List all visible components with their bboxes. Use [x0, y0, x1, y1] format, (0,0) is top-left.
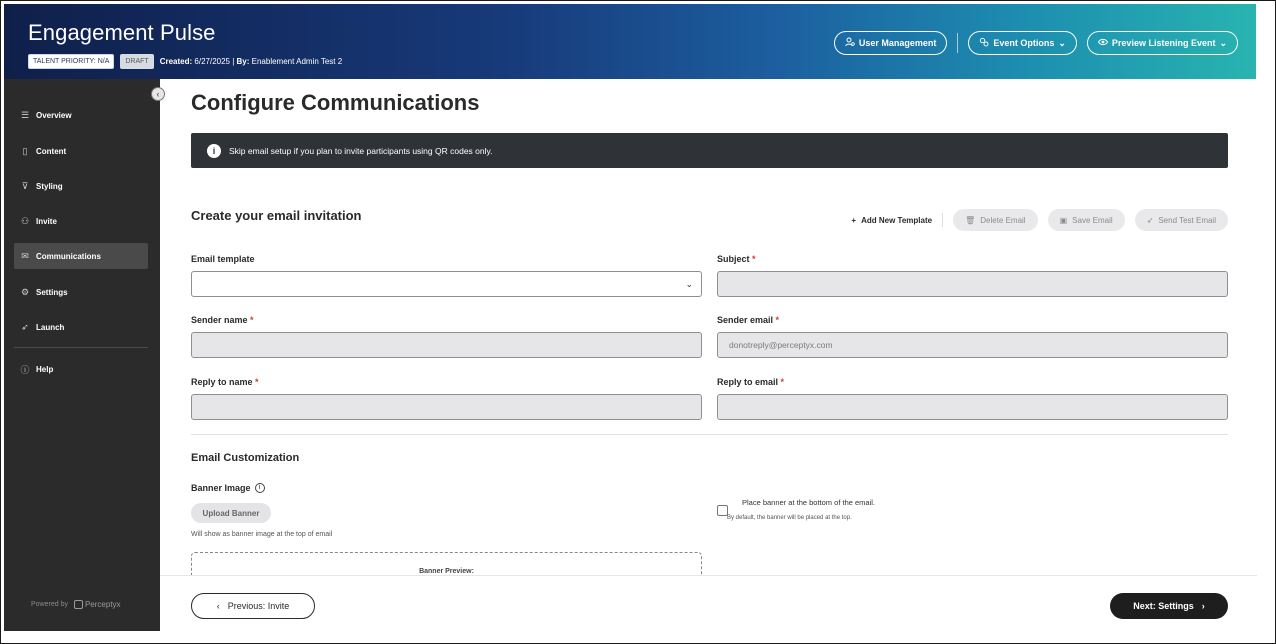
info-icon: ⓘ [20, 364, 30, 375]
send-test-email-label: Send Test Email [1158, 215, 1216, 225]
sender-email-label-text: Sender email [717, 315, 774, 325]
previous-button-label: Previous: Invite [227, 601, 290, 611]
reply-to-email-label-text: Reply to email [717, 377, 779, 387]
gear-icon: ⚙ [20, 286, 30, 297]
sidebar-item-label: Overview [36, 110, 72, 120]
required-mark: * [775, 315, 780, 325]
banner-preview-label: Banner Preview: [419, 568, 474, 575]
trash-icon: 🗑︎ [965, 215, 976, 225]
banner-image-label-text: Banner Image [191, 483, 251, 493]
event-options-button[interactable] [968, 31, 1077, 55]
required-mark: * [752, 254, 756, 264]
chevron-left-icon: ‹ [216, 601, 220, 611]
info-banner-text: Skip email setup if you plan to invite participants using QR codes only. [229, 145, 493, 156]
next-button[interactable] [1110, 593, 1228, 619]
banner-image-label [191, 483, 265, 493]
perceptyx-logo-icon [74, 600, 83, 609]
created-label: Created: [159, 57, 193, 66]
header-actions [834, 31, 1238, 55]
sidebar-item-content[interactable] [14, 138, 148, 164]
previous-button[interactable] [191, 593, 315, 619]
sender-name-label [191, 315, 254, 325]
sidebar-item-settings[interactable] [14, 279, 148, 305]
event-meta [28, 54, 342, 69]
reply-to-name-label-text: Reply to name [191, 377, 253, 387]
sidebar-item-overview[interactable] [14, 102, 148, 128]
upload-banner-button[interactable]: Upload Banner [191, 503, 271, 523]
sidebar-item-invite[interactable] [14, 208, 148, 234]
send-icon: ➶ [1146, 215, 1154, 225]
footer-bar [160, 575, 1257, 631]
info-icon[interactable]: i [255, 483, 265, 493]
section-title: Create your email invitation [191, 208, 362, 223]
required-mark: * [780, 377, 785, 387]
email-template-label-text: Email template [191, 254, 255, 264]
email-template-label [191, 254, 255, 264]
delete-email-button[interactable] [953, 209, 1038, 231]
subject-input[interactable] [717, 271, 1228, 297]
paint-icon: ⊽ [21, 180, 29, 191]
brand-logo [74, 600, 121, 609]
preview-event-label: Preview Listening Event [1111, 38, 1216, 48]
sidebar-item-label: Launch [36, 322, 65, 332]
user-gear-icon [845, 37, 855, 49]
chevron-right-icon: › [1201, 601, 1205, 611]
upload-hint: Will show as banner image at the top of email [191, 531, 333, 538]
page-icon: ▯ [22, 145, 28, 156]
top-header [4, 4, 1256, 79]
sidebar-item-communications[interactable] [14, 243, 148, 269]
add-template-button[interactable] [851, 216, 932, 225]
reply-to-name-input[interactable] [191, 394, 702, 420]
main-content [160, 79, 1257, 575]
brand-name: Perceptyx [84, 600, 121, 609]
chevron-down-icon: ⌄ [1219, 37, 1227, 48]
mail-icon: ✉ [21, 250, 29, 261]
status-badge: DRAFT [120, 54, 153, 69]
collapse-sidebar-icon[interactable]: ‹ [151, 87, 165, 101]
next-button-label: Next: Settings [1133, 601, 1194, 611]
powered-by-label: Powered by [31, 601, 68, 608]
sidebar-item-launch[interactable] [14, 314, 148, 340]
gears-icon [979, 37, 989, 49]
banner-preview [191, 552, 702, 575]
sidebar-item-label: Styling [36, 181, 63, 191]
save-email-label: Save Email [1072, 215, 1113, 225]
plus-icon: + [851, 215, 857, 225]
info-banner [191, 133, 1228, 168]
meta-separator: | [229, 57, 237, 66]
preview-event-button[interactable] [1087, 31, 1238, 55]
sidebar-divider [14, 347, 148, 348]
sidebar-item-help[interactable] [14, 356, 148, 382]
sidebar-item-label: Communications [36, 251, 101, 261]
page-title: Configure Communications [191, 90, 480, 115]
email-template-select[interactable] [191, 271, 702, 297]
reply-to-name-label [191, 377, 259, 387]
info-icon: i [207, 144, 221, 158]
sender-name-label-text: Sender name [191, 315, 248, 325]
toolbar-divider [942, 213, 943, 227]
event-options-label: Event Options [993, 38, 1055, 48]
subject-label [717, 254, 756, 264]
reply-to-email-label [717, 377, 784, 387]
eye-icon [1098, 38, 1108, 48]
sender-email-label [717, 315, 779, 325]
required-mark: * [250, 315, 254, 325]
chevron-down-icon: ⌄ [685, 278, 693, 289]
email-customization-title: Email Customization [191, 452, 300, 464]
save-email-button[interactable] [1048, 209, 1125, 231]
required-mark: * [255, 377, 259, 387]
banner-bottom-label: Place banner at the bottom of the email. [742, 498, 875, 507]
user-management-label: User Management [858, 38, 937, 48]
subject-label-text: Subject [717, 254, 750, 264]
sidebar-item-styling[interactable] [14, 173, 148, 199]
chevron-down-icon: ⌄ [1058, 37, 1066, 48]
delete-email-label: Delete Email [980, 215, 1026, 225]
banner-bottom-hint: By default, the banner will be placed at the top. [727, 515, 852, 521]
created-by: Enablement Admin Test 2 [249, 57, 343, 66]
users-icon: ⚇ [20, 215, 30, 226]
email-toolbar [851, 209, 1228, 231]
talent-priority-tag: TALENT PRIORITY: N/A [28, 54, 114, 69]
app-title: Engagement Pulse [28, 20, 216, 45]
sidebar-item-label: Settings [36, 287, 68, 297]
created-date: 6/27/2025 [192, 57, 230, 66]
sidebar-item-label: Help [36, 364, 54, 374]
sender-name-input[interactable] [191, 332, 702, 358]
powered-by [31, 600, 121, 609]
list-icon: ☰ [20, 109, 30, 120]
sender-email-input[interactable]: donotreply@perceptyx.com [717, 332, 1228, 358]
sidebar-item-label: Invite [36, 216, 57, 226]
user-management-button[interactable] [834, 31, 948, 55]
reply-to-email-input[interactable] [717, 394, 1228, 420]
created-info [160, 57, 342, 66]
section-divider [191, 434, 1228, 435]
save-icon: ▣ [1059, 215, 1068, 225]
send-icon: ➶ [21, 321, 29, 332]
by-label: By: [236, 57, 250, 66]
add-template-label: Add New Template [861, 215, 933, 225]
send-test-email-button[interactable] [1135, 209, 1228, 231]
header-divider [957, 33, 958, 53]
sidebar-item-label: Content [36, 146, 67, 156]
